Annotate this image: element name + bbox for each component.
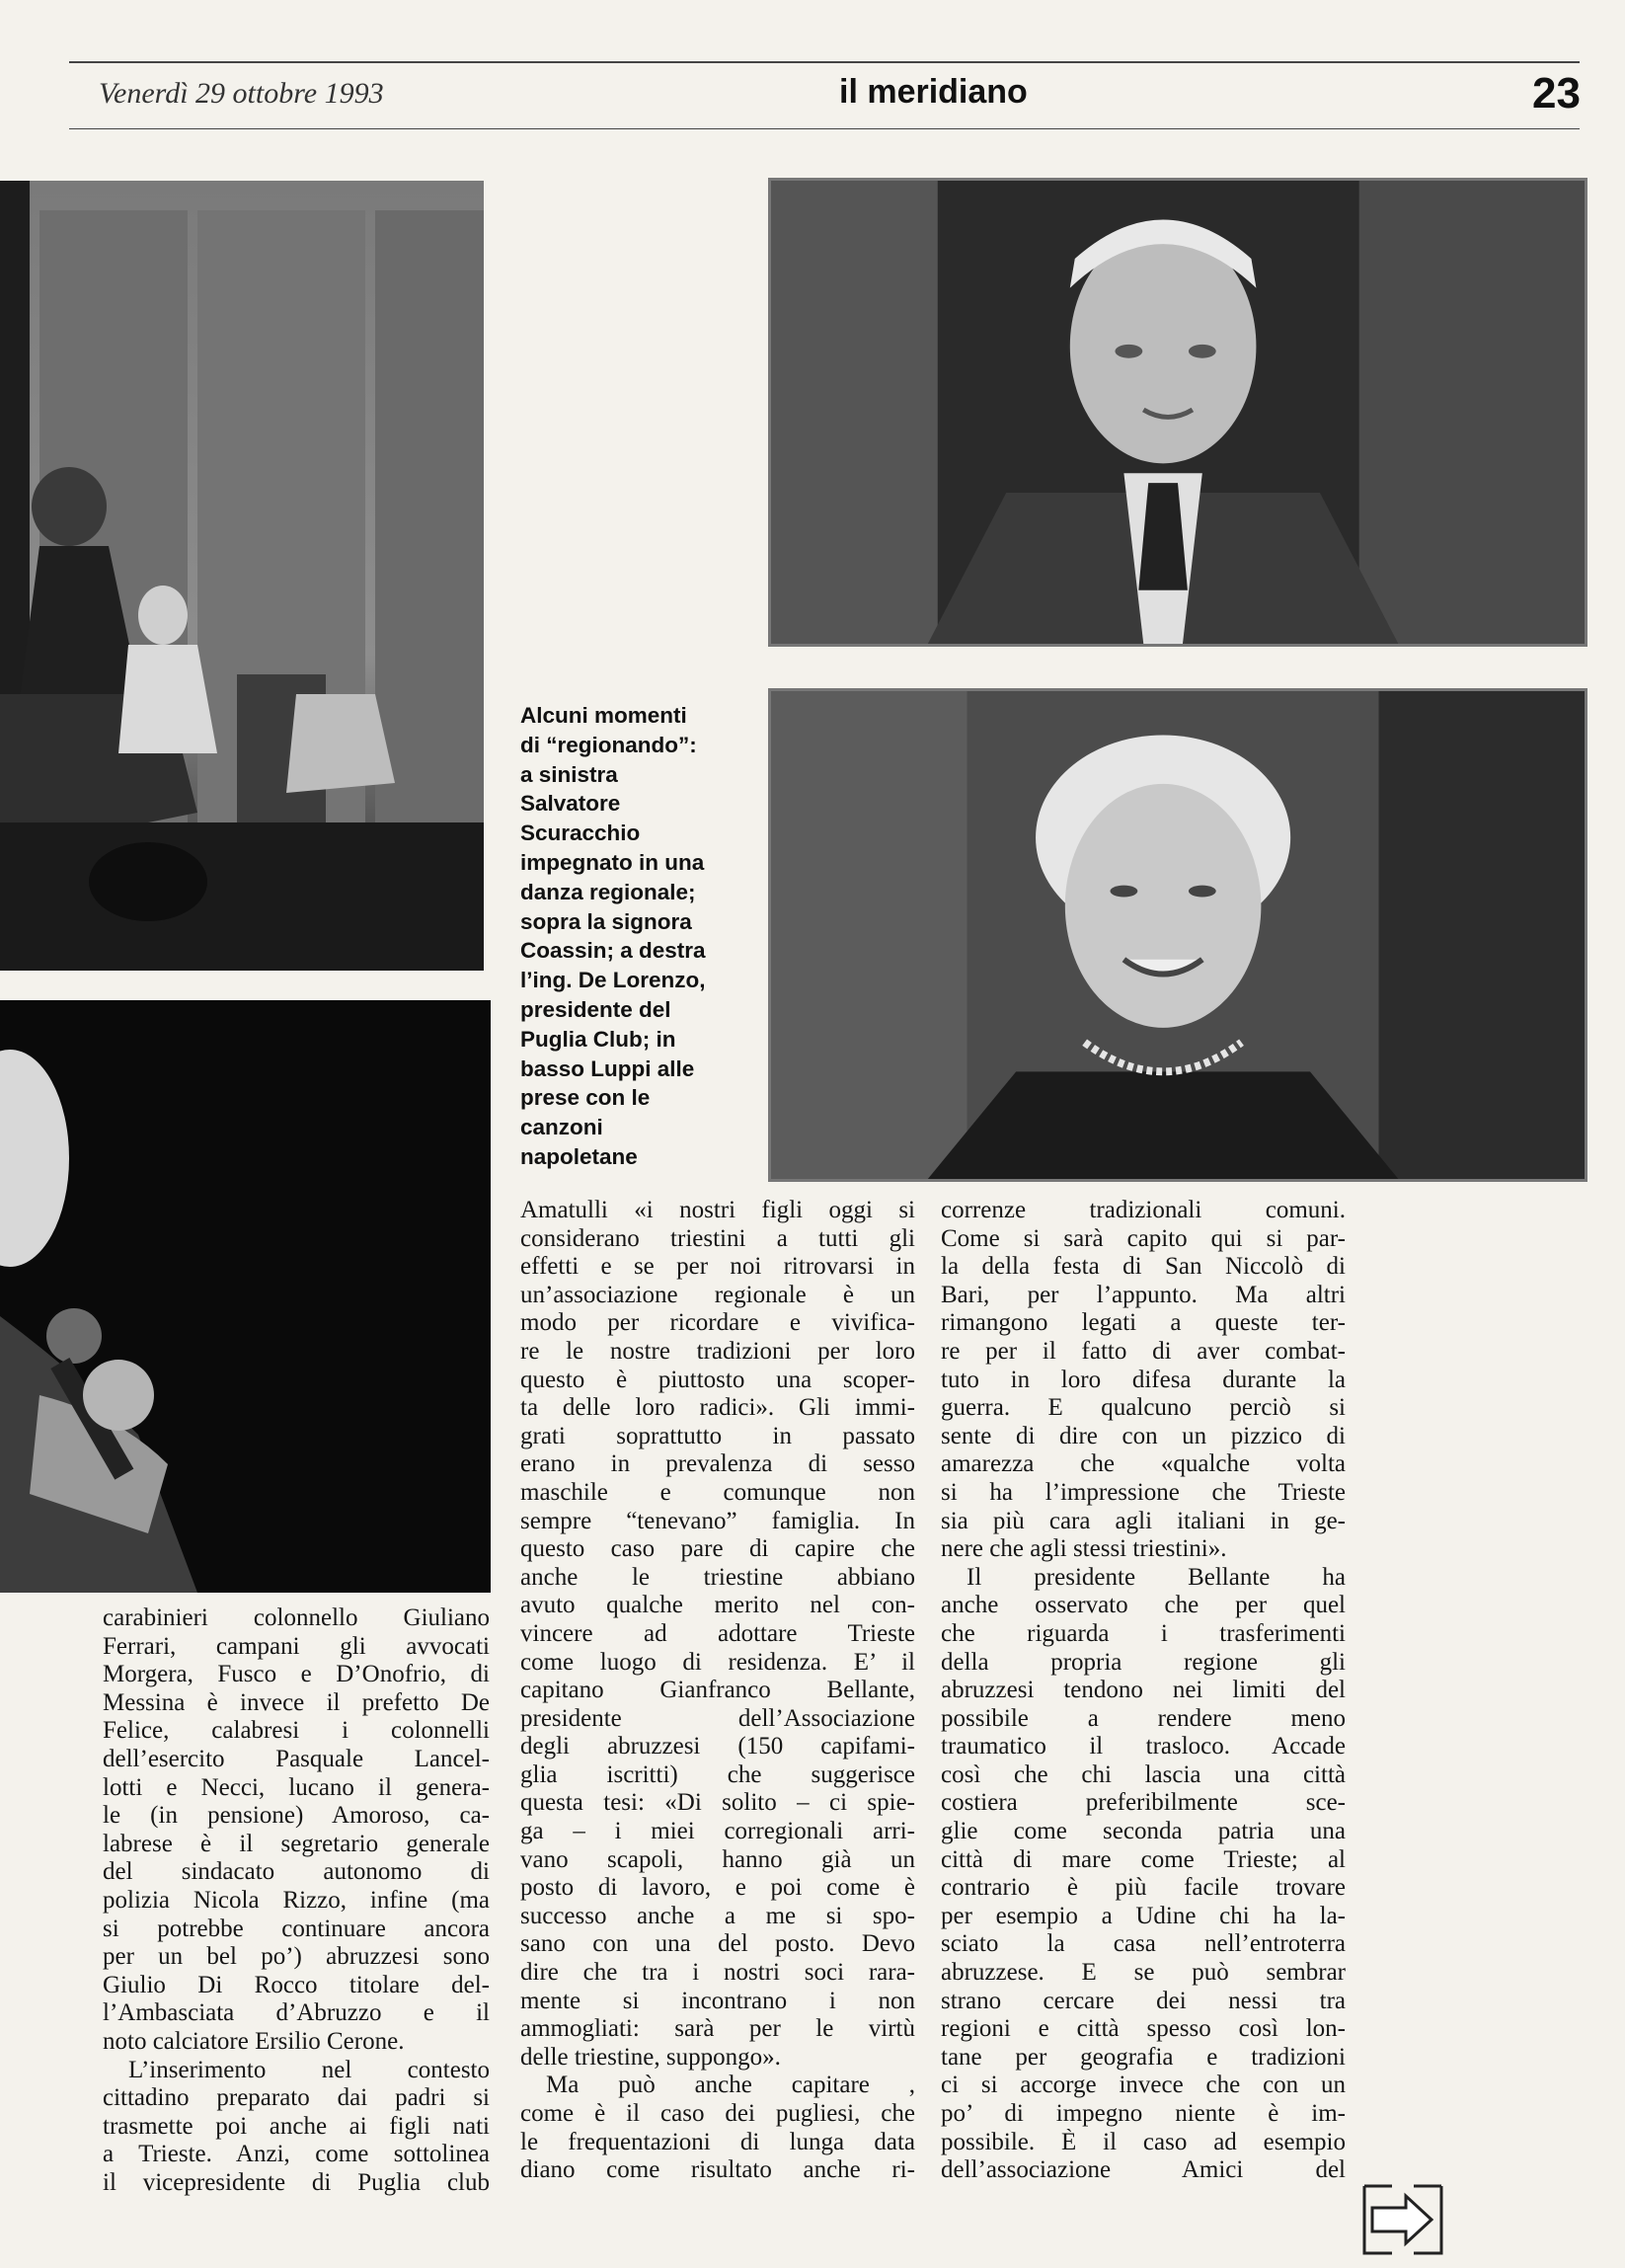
text-line: città di mare come Trieste; al [941, 1845, 1346, 1873]
text-line: ga – i miei corregionali arri- [520, 1818, 915, 1845]
text-line: della propria regione gli [941, 1648, 1346, 1676]
text-line: Morgera, Fusco e D’Onofrio, di [103, 1661, 490, 1688]
text-line: capitano Gianfranco Bellante, [520, 1677, 915, 1704]
photo-coassin-portrait [768, 688, 1587, 1182]
text-line: Felice, calabresi i colonnelli [103, 1717, 490, 1745]
text-line: per un bel po’) abruzzesi sono [103, 1943, 490, 1971]
caption-line: prese con le [520, 1085, 651, 1111]
text-line: Amatulli «i nostri figli oggi si [520, 1197, 915, 1223]
text-line: diano come risultato anche ri- [520, 2156, 915, 2184]
text-line: che riguarda i trasferimenti [941, 1619, 1346, 1647]
text-line: lotti e Necci, lucano il genera- [103, 1773, 490, 1801]
text-line: sente di dire con un pizzico di [941, 1422, 1346, 1449]
text-line: noto calciatore Ersilio Cerone. [103, 2027, 405, 2055]
text-line: il vicepresidente di Puglia club [103, 2168, 490, 2196]
caption-line: Puglia Club; in [520, 1026, 676, 1052]
caption-line: danza regionale; [520, 879, 696, 904]
text-line: sempre “tenevano” famiglia. In [520, 1507, 915, 1534]
text-line: mente si incontrano i non [520, 1987, 915, 2014]
photo-dancers-on-stage [0, 181, 484, 971]
text-line: sano con una del posto. Devo [520, 1930, 915, 1958]
caption-line: impegnato in una [520, 849, 705, 875]
text-line: abruzzese. E se può sembrar [941, 1959, 1346, 1987]
text-line: erano in prevalenza di sesso [520, 1450, 915, 1478]
text-line: presidente dell’Associazione [520, 1704, 915, 1732]
text-line: guerra. E qualcuno perciò si [941, 1394, 1346, 1422]
text-line: amarezza che «qualche volta [941, 1450, 1346, 1478]
text-line: per esempio a Udine chi ha la- [941, 1902, 1346, 1929]
text-line: del sindacato autonomo di [103, 1858, 490, 1886]
text-line: effetti e se per noi ritrovarsi in [520, 1253, 915, 1281]
text-line: delle triestine, suppongo». [520, 2043, 781, 2071]
text-line: regioni e città spesso così lon- [941, 2015, 1346, 2043]
text-line: strano cercare dei nessi tra [941, 1987, 1346, 2014]
text-line: po’ di impegno niente è im- [941, 2100, 1346, 2127]
text-line: anche le triestine abbiano [520, 1563, 915, 1591]
text-line: possibile. È il caso ad esempio [941, 2128, 1346, 2155]
text-line: vincere ad adottare Trieste [520, 1619, 915, 1647]
caption-line: Coassin; a destra [520, 938, 706, 964]
text-line: Giulio Di Rocco titolare del- [103, 1971, 490, 1998]
article-column-right [941, 1197, 1346, 2185]
caption-line: di “regionando”: [520, 732, 697, 757]
caption-line: Scuracchio [520, 821, 641, 846]
photo-caption [520, 701, 757, 1172]
text-line: questo è piuttosto una scoper- [520, 1366, 915, 1393]
text-line: vano scapoli, hanno già un [520, 1845, 915, 1873]
header-date: Venerdì 29 ottobre 1993 [99, 77, 384, 110]
text-line: le (in pensione) Amoroso, ca- [103, 1802, 490, 1830]
page-number: 23 [1532, 69, 1581, 117]
newspaper-name: il meridiano [839, 73, 1028, 111]
text-line: questa tesi: «Di solito – ci spie- [520, 1789, 915, 1817]
caption-line: sopra la signora [520, 908, 692, 934]
text-line: costiera preferibilmente sce- [941, 1789, 1346, 1817]
text-line: grati soprattutto in passato [520, 1422, 915, 1449]
text-line: ci si accorge invece che con un [941, 2072, 1346, 2099]
text-line: avuto qualche merito nel con- [520, 1592, 915, 1619]
text-line: tane per geografia e tradizioni [941, 2043, 1346, 2071]
text-line: si potrebbe continuare ancora [103, 1915, 490, 1942]
text-line: correnze tradizionali comuni. [941, 1197, 1346, 1223]
caption-line: Alcuni momenti [520, 703, 687, 728]
text-line: sia più cara agli italiani in ge- [941, 1507, 1346, 1534]
text-line: Come si sarà capito qui si par- [941, 1224, 1346, 1252]
text-line: Il presidente Bellante ha [967, 1563, 1346, 1591]
text-line: re per il fatto di aver combat- [941, 1337, 1346, 1365]
text-line: Ferrari, campani gli avvocati [103, 1632, 490, 1660]
text-line: Ma può anche capitare , [546, 2072, 915, 2099]
article-column-left [103, 1604, 490, 2197]
text-line: glia iscritti) che suggerisce [520, 1760, 915, 1788]
text-line: abruzzesi tendono nei limiti del [941, 1677, 1346, 1704]
caption-line: l’ing. De Lorenzo, [520, 968, 706, 993]
text-line: dell’associazione Amici del [941, 2156, 1346, 2184]
text-line: posto di lavoro, e poi come è [520, 1874, 915, 1902]
text-line: come è il caso dei pugliesi, che [520, 2100, 915, 2127]
header-top-rule [69, 61, 1580, 63]
caption-line: Salvatore [520, 791, 621, 817]
header-bottom-rule [69, 128, 1580, 129]
caption-line: napoletane [520, 1143, 638, 1169]
text-line: un’associazione regionale è un [520, 1281, 915, 1308]
text-line: contrario è più facile trovare [941, 1874, 1346, 1902]
caption-line: presidente del [520, 996, 671, 1022]
text-line: glie come seconda patria una [941, 1818, 1346, 1845]
text-line: tuto in loro difesa durante la [941, 1366, 1346, 1393]
article-column-middle [520, 1197, 915, 2185]
caption-line: a sinistra [520, 761, 618, 787]
text-line: dire che tra i nostri soci rara- [520, 1959, 915, 1987]
text-line: così che chi lascia una città [941, 1760, 1346, 1788]
text-line: L’inserimento nel contesto [128, 2056, 490, 2083]
text-line: rimangono legati a queste ter- [941, 1309, 1346, 1337]
text-line: dell’esercito Pasquale Lancel- [103, 1745, 490, 1772]
text-line: modo per ricordare e vivifica- [520, 1309, 915, 1337]
text-line: traumatico il trasloco. Accade [941, 1733, 1346, 1760]
text-line: questo caso pare di capire che [520, 1535, 915, 1563]
text-line: ammogliati: sarà per le virtù [520, 2015, 915, 2043]
text-line: carabinieri colonnello Giuliano [103, 1604, 490, 1631]
text-line: ta delle loro radici». Gli immi- [520, 1394, 915, 1422]
text-line: trasmette poi anche ai figli nati [103, 2112, 490, 2140]
text-line: possibile a rendere meno [941, 1704, 1346, 1732]
caption-line: canzoni [520, 1115, 603, 1140]
text-line: cittadino preparato dai padri si [103, 2084, 490, 2112]
text-line: polizia Nicola Rizzo, infine (ma [103, 1886, 490, 1914]
text-line: degli abruzzesi (150 capifami- [520, 1733, 915, 1760]
text-line: l’Ambasciata d’Abruzzo e il [103, 1999, 490, 2027]
text-line: re le nostre tradizioni per loro [520, 1337, 915, 1365]
photo-de-lorenzo-portrait [768, 178, 1587, 647]
text-line: considerano triestini a tutti gli [520, 1224, 915, 1252]
text-line: si ha l’impressione che Trieste [941, 1478, 1346, 1506]
caption-line: basso Luppi alle [520, 1056, 695, 1081]
photo-luppi-singing [0, 1000, 491, 1593]
arrow-right-icon [1362, 2184, 1443, 2255]
text-line: la della festa di San Niccolò di [941, 1253, 1346, 1281]
text-line: le frequentazioni di lunga data [520, 2128, 915, 2155]
text-line: successo anche a me si spo- [520, 1902, 915, 1929]
text-line: labrese è il segretario generale [103, 1830, 490, 1857]
text-line: Bari, per l’appunto. Ma altri [941, 1281, 1346, 1308]
text-line: a Trieste. Anzi, come sottolinea [103, 2141, 490, 2168]
text-line: anche osservato che per quel [941, 1592, 1346, 1619]
text-line: Messina è invece il prefetto De [103, 1688, 490, 1716]
text-line: nere che agli stessi triestini». [941, 1535, 1227, 1563]
text-line: maschile e comunque non [520, 1478, 915, 1506]
text-line: sciato la casa nell’entroterra [941, 1930, 1346, 1958]
text-line: come luogo di residenza. E’ il [520, 1648, 915, 1676]
